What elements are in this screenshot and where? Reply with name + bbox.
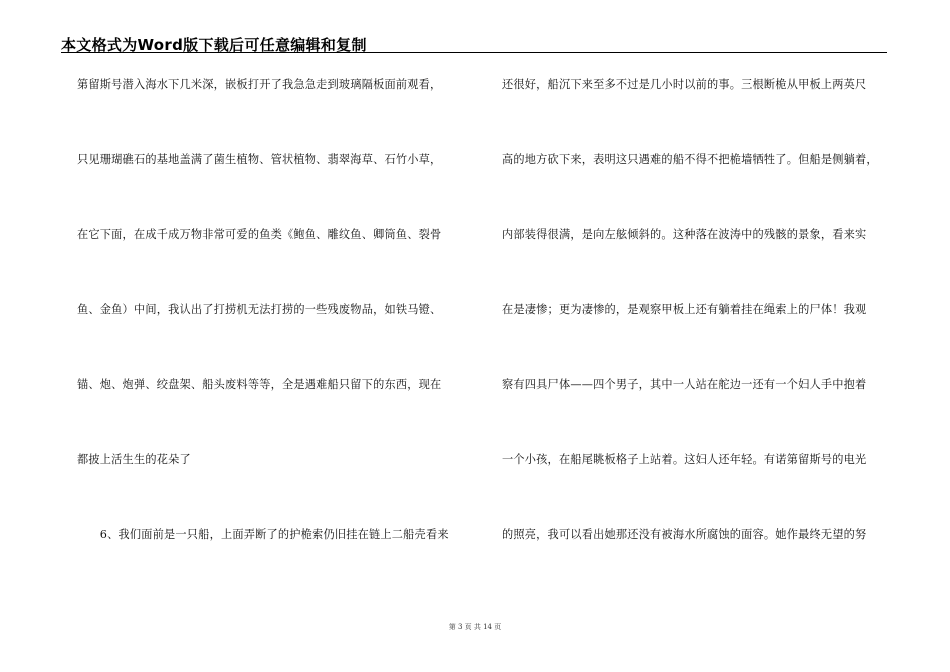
- text-line: 高的地方砍下来，表明这只遇难的船不得不把桅墙牺牲了。但船是侧躺着，: [502, 153, 878, 166]
- text-line: 在它下面，在成千成万物非常可爱的鱼类《鲍鱼、雕纹鱼、卿筒鱼、裂骨: [77, 228, 442, 241]
- text-line: 还很好，船沉下来至多不过是几小时以前的事。三根断桅从甲板上两英尺: [502, 78, 867, 91]
- text-line: 只见珊瑚礁石的基地盖满了菌生植物、管状植物、翡翠海草、石竹小草，: [77, 153, 442, 166]
- text-line: 鱼、金鱼）中间，我认出了打捞机无法打捞的一些残废物品，如铁马镫、: [77, 303, 442, 316]
- text-line: 在是凄惨；更为凄惨的，是观察甲板上还有躺着挂在绳索上的尸体！我观: [502, 303, 867, 316]
- text-line: 第留斯号潜入海水下几米深，嵌板打开了我急急走到玻璃隔板面前观看，: [77, 78, 442, 91]
- text-line: 6、我们面前是一只船，上面弄断了的护桅索仍旧挂在链上二船壳看来: [77, 528, 449, 541]
- header-divider: [61, 52, 887, 53]
- document-header-title: 本文格式为Word版下载后可任意编辑和复制: [61, 36, 367, 54]
- text-line: 的照亮，我可以看出她那还没有被海水所腐蚀的面容。她作最终无望的努: [502, 528, 867, 541]
- page-number: 第 3 页 共 14 页: [448, 623, 502, 631]
- text-line: 一个小孩，在船尾眺板格子上站着。这妇人还年轻。有诺第留斯号的电光: [502, 453, 867, 466]
- text-line: 察有四具尸体——四个男子，其中一人站在舵边一还有一个妇人手中抱着: [502, 378, 867, 391]
- text-line: 都披上活生生的花朵了: [77, 453, 191, 466]
- text-line: 锚、炮、炮弹、绞盘架、船头废料等等，全是遇难船只留下的东西，现在: [77, 378, 442, 391]
- text-line: 内部装得很满，是向左舷倾斜的。这种落在波涛中的残骸的景象，看来实: [502, 228, 867, 241]
